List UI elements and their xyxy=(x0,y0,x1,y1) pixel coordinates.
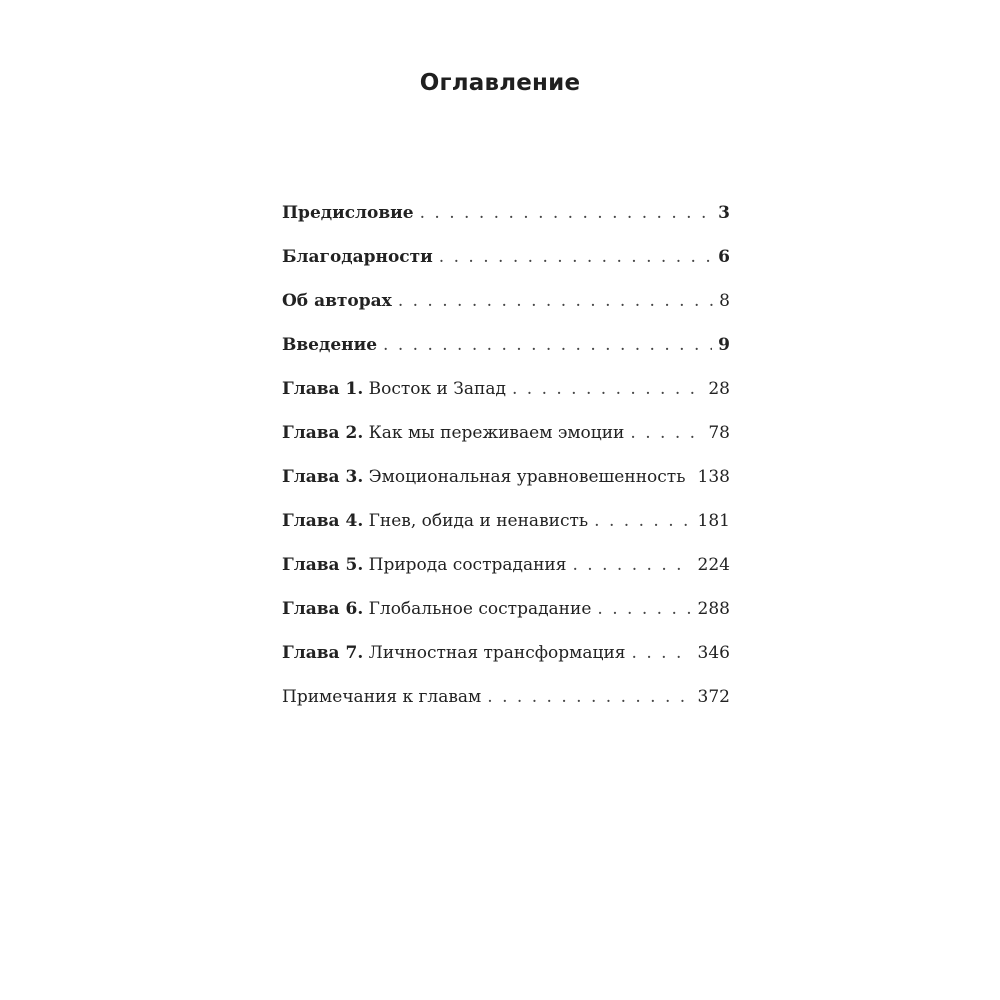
toc-page-number: 78 xyxy=(708,423,730,443)
toc-entry-introduction[interactable] xyxy=(282,329,730,373)
table-of-contents xyxy=(282,197,730,725)
dot-leader xyxy=(512,373,702,405)
page-title: Оглавление xyxy=(419,70,581,96)
dot-leader xyxy=(487,681,691,713)
dot-leader xyxy=(630,417,702,449)
toc-page-number: 224 xyxy=(697,555,730,575)
toc-entry-chapter-5[interactable] xyxy=(282,549,730,593)
dot-leader xyxy=(439,241,712,273)
toc-page-number: 9 xyxy=(718,335,730,355)
toc-entry-label: Благодарности xyxy=(282,247,433,267)
toc-entry-label xyxy=(282,505,594,537)
dot-leader xyxy=(398,285,713,317)
toc-entry-acknowledgements[interactable] xyxy=(282,241,730,285)
toc-entry-label xyxy=(282,549,573,581)
toc-entry-label xyxy=(282,417,630,449)
toc-entry-chapter-notes[interactable] xyxy=(282,681,730,725)
dot-leader xyxy=(594,505,691,537)
toc-page-number: 288 xyxy=(697,599,730,619)
chapter-number: Глава 1. xyxy=(282,379,364,399)
dot-leader xyxy=(420,197,713,229)
toc-page-number: 8 xyxy=(719,291,730,311)
toc-entry-chapter-6[interactable] xyxy=(282,593,730,637)
toc-entry-chapter-1[interactable] xyxy=(282,373,730,417)
dot-leader xyxy=(632,637,692,669)
dot-leader xyxy=(597,593,691,625)
toc-page-number: 28 xyxy=(708,379,730,399)
chapter-title: Природа сострадания xyxy=(368,555,567,575)
chapter-title: Как мы переживаем эмоции xyxy=(368,423,625,443)
toc-entry-label: Введение xyxy=(282,335,378,355)
chapter-number: Глава 2. xyxy=(282,423,364,443)
toc-entry-preface[interactable] xyxy=(282,197,730,241)
toc-entry-about-authors[interactable] xyxy=(282,285,730,329)
chapter-number: Глава 3. xyxy=(282,467,364,487)
toc-entry-label: Об авторах xyxy=(282,291,392,311)
chapter-title: Личностная трансформация xyxy=(368,643,626,663)
chapter-number: Глава 6. xyxy=(282,599,364,619)
chapter-number: Глава 5. xyxy=(282,555,364,575)
toc-entry-label: Предисловие xyxy=(282,203,414,223)
toc-page-number: 346 xyxy=(697,643,730,663)
toc-entry-label xyxy=(282,637,632,669)
chapter-title: Эмоциональная уравновешенность xyxy=(368,467,686,487)
chapter-title: Гнев, обида и ненависть xyxy=(368,511,589,531)
toc-entry-label xyxy=(282,373,512,405)
toc-entry-label xyxy=(282,461,691,493)
toc-entry-label xyxy=(282,593,597,625)
toc-page-number: 181 xyxy=(697,511,730,531)
toc-entry-label: Примечания к главам xyxy=(282,687,482,707)
chapter-number: Глава 4. xyxy=(282,511,364,531)
dot-leader xyxy=(573,549,692,581)
chapter-title: Глобальное сострадание xyxy=(368,599,592,619)
toc-page-number: 3 xyxy=(718,203,730,223)
chapter-title: Восток и Запад xyxy=(368,379,506,399)
toc-page-number: 372 xyxy=(697,687,730,707)
toc-page-number: 6 xyxy=(718,247,730,267)
chapter-number: Глава 7. xyxy=(282,643,364,663)
toc-entry-chapter-4[interactable] xyxy=(282,505,730,549)
toc-entry-chapter-3[interactable] xyxy=(282,461,730,505)
toc-entry-chapter-7[interactable] xyxy=(282,637,730,681)
dot-leader xyxy=(383,329,712,361)
toc-page-number: 138 xyxy=(697,467,730,487)
toc-entry-chapter-2[interactable] xyxy=(282,417,730,461)
